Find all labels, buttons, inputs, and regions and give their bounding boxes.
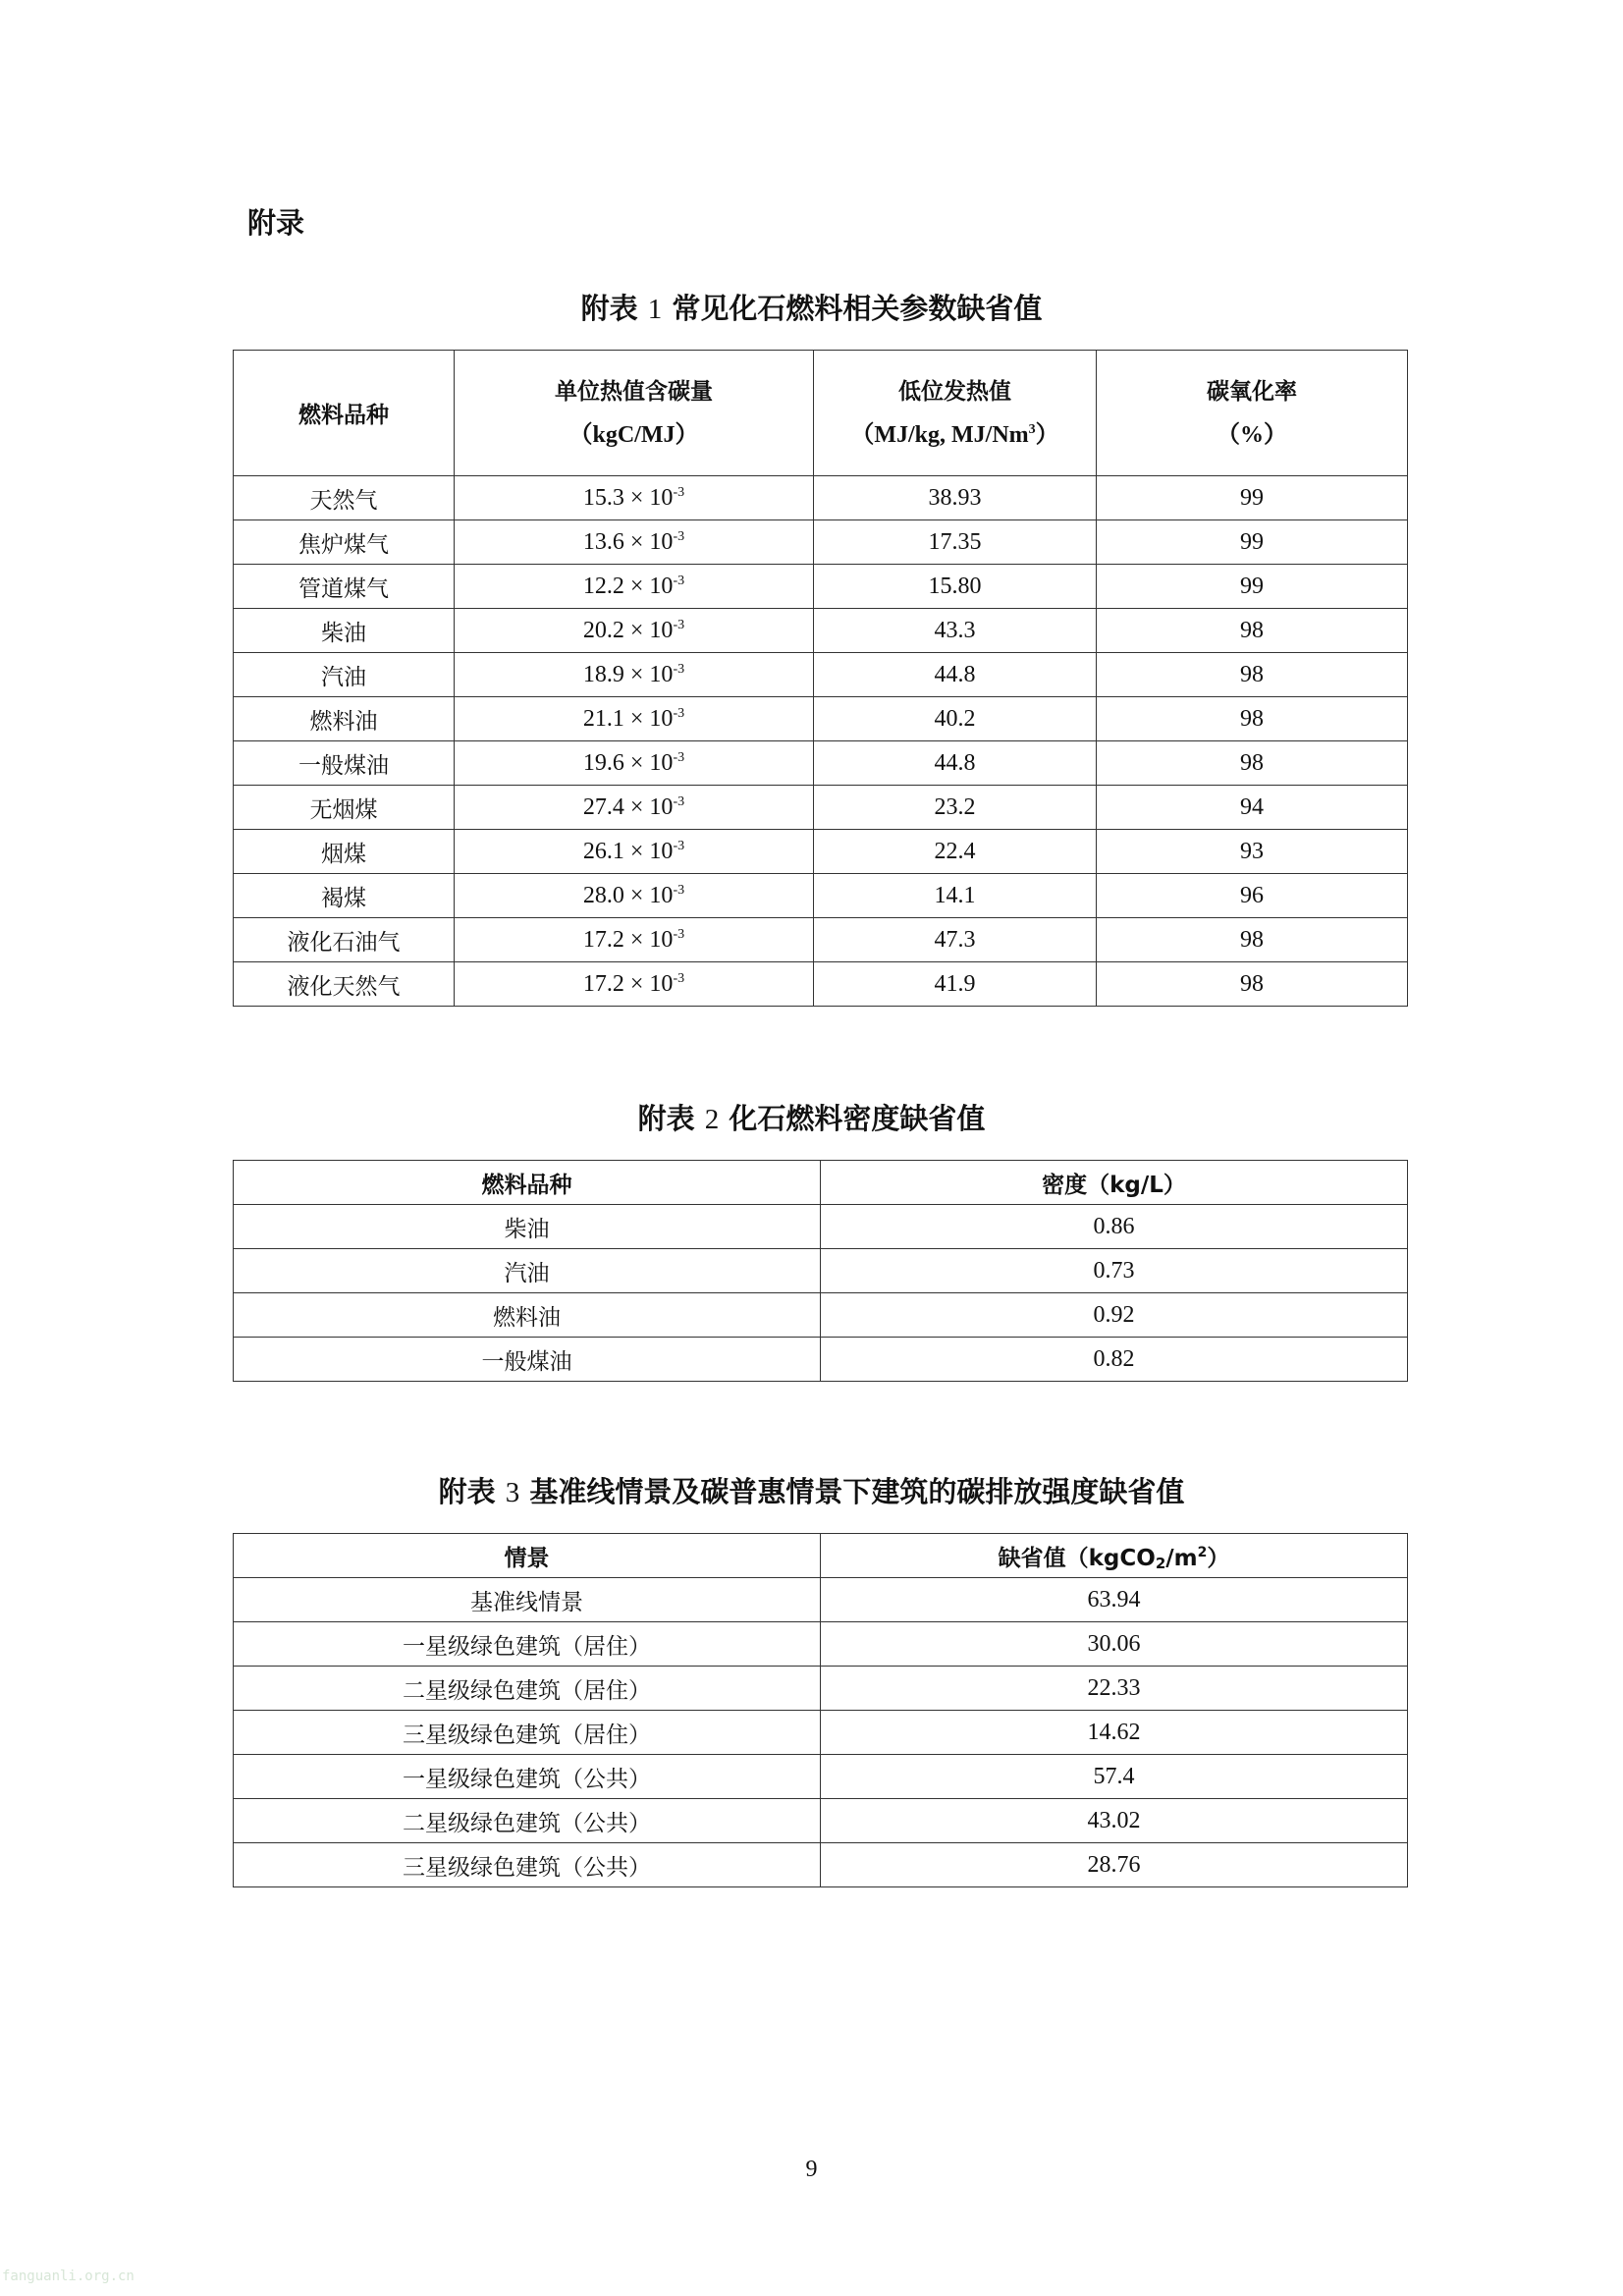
table-cell: 一般煤油 bbox=[234, 741, 455, 786]
header-oxidation-rate-unit: （%） bbox=[1217, 421, 1287, 448]
table-cell: 汽油 bbox=[234, 1249, 821, 1293]
table-header-row bbox=[234, 1161, 1408, 1205]
header-default-value: 缺省值$(kgCO_2/m^2)$ bbox=[821, 1534, 1408, 1578]
table1-caption-num: 1 bbox=[647, 294, 663, 325]
table-cell: 基准线情景 bbox=[234, 1578, 821, 1622]
table-cell: 15.80 bbox=[814, 565, 1097, 609]
table2-caption-title: 化石燃料密度缺省值 bbox=[729, 1102, 986, 1135]
table-cell: 99 bbox=[1097, 520, 1408, 565]
header-fuel-type: 燃料品种 bbox=[234, 351, 455, 476]
table-cell: 柴油 bbox=[234, 1205, 821, 1249]
table-cell: $12.2 \times 10^{-3}$ bbox=[455, 565, 814, 609]
table-cell: 22.33 bbox=[821, 1667, 1408, 1711]
table-row bbox=[234, 1293, 1408, 1338]
table-cell: 无烟煤 bbox=[234, 786, 455, 830]
fossil-fuel-parameters-table bbox=[233, 350, 1408, 1007]
table-header-row bbox=[234, 351, 1408, 476]
table-cell: 98 bbox=[1097, 741, 1408, 786]
table-cell: 三星级绿色建筑（居住） bbox=[234, 1711, 821, 1755]
table-cell: 98 bbox=[1097, 962, 1408, 1007]
table3-caption-prefix: 附表 bbox=[438, 1475, 496, 1508]
table-cell: 44.8 bbox=[814, 653, 1097, 697]
header-carbon-content-unit: （kgC/MJ） bbox=[568, 421, 699, 448]
table-row bbox=[234, 962, 1408, 1007]
table-cell: $20.2 \times 10^{-3}$ bbox=[455, 609, 814, 653]
table-cell: 96 bbox=[1097, 874, 1408, 918]
table-row bbox=[234, 1249, 1408, 1293]
table-row bbox=[234, 830, 1408, 874]
table-row bbox=[234, 1667, 1408, 1711]
table-cell: 28.76 bbox=[821, 1843, 1408, 1887]
table-row bbox=[234, 1578, 1408, 1622]
watermark: fanguanli.org.cn bbox=[2, 2269, 135, 2284]
table-cell: 三星级绿色建筑（公共） bbox=[234, 1843, 821, 1887]
table-cell: 22.4 bbox=[814, 830, 1097, 874]
header-density: 密度（kg/L） bbox=[821, 1161, 1408, 1205]
table-cell: 二星级绿色建筑（公共） bbox=[234, 1799, 821, 1843]
header-oxidation-rate-label: 碳氧化率 bbox=[1207, 378, 1297, 405]
section-heading: 附录 bbox=[247, 206, 305, 240]
table-cell: 40.2 bbox=[814, 697, 1097, 741]
table-cell: 98 bbox=[1097, 609, 1408, 653]
table-row bbox=[234, 1711, 1408, 1755]
table-cell: 汽油 bbox=[234, 653, 455, 697]
table1-caption bbox=[0, 287, 1623, 327]
table-row bbox=[234, 1338, 1408, 1382]
table2-caption bbox=[0, 1097, 1623, 1137]
table-cell: 液化天然气 bbox=[234, 962, 455, 1007]
table-cell: $17.2 \times 10^{-3}$ bbox=[455, 918, 814, 962]
building-emission-intensity-table bbox=[233, 1533, 1408, 1887]
table-row bbox=[234, 1205, 1408, 1249]
table-cell: $27.4 \times 10^{-3}$ bbox=[455, 786, 814, 830]
table-row bbox=[234, 697, 1408, 741]
table-row bbox=[234, 1755, 1408, 1799]
table-cell: 41.9 bbox=[814, 962, 1097, 1007]
table-cell: 43.02 bbox=[821, 1799, 1408, 1843]
header-carbon-content bbox=[455, 351, 814, 476]
table-cell: 93 bbox=[1097, 830, 1408, 874]
table-cell: 63.94 bbox=[821, 1578, 1408, 1622]
table-row bbox=[234, 918, 1408, 962]
table-cell: 30.06 bbox=[821, 1622, 1408, 1667]
header-heating-value bbox=[814, 351, 1097, 476]
table-cell: $17.2 \times 10^{-3}$ bbox=[455, 962, 814, 1007]
table-cell: 98 bbox=[1097, 918, 1408, 962]
table-cell: 0.86 bbox=[821, 1205, 1408, 1249]
table-cell: 燃料油 bbox=[234, 1293, 821, 1338]
table2-caption-prefix: 附表 bbox=[637, 1102, 695, 1135]
table-cell: 23.2 bbox=[814, 786, 1097, 830]
table-row bbox=[234, 609, 1408, 653]
table-cell: $18.9 \times 10^{-3}$ bbox=[455, 653, 814, 697]
table-cell: 燃料油 bbox=[234, 697, 455, 741]
table-cell: 焦炉煤气 bbox=[234, 520, 455, 565]
table-row bbox=[234, 1799, 1408, 1843]
header-heating-value-label: 低位发热值 bbox=[898, 378, 1011, 405]
table-cell: 57.4 bbox=[821, 1755, 1408, 1799]
table-cell: 99 bbox=[1097, 565, 1408, 609]
table-cell: 14.62 bbox=[821, 1711, 1408, 1755]
table-cell: $21.1 \times 10^{-3}$ bbox=[455, 697, 814, 741]
header-scenario: 情景 bbox=[234, 1534, 821, 1578]
table-header-row bbox=[234, 1534, 1408, 1578]
table-cell: 17.35 bbox=[814, 520, 1097, 565]
table-cell: $13.6 \times 10^{-3}$ bbox=[455, 520, 814, 565]
table-cell: 一般煤油 bbox=[234, 1338, 821, 1382]
table3-caption-num: 3 bbox=[505, 1477, 520, 1508]
header-carbon-content-label: 单位热值含碳量 bbox=[555, 378, 713, 405]
table-cell: 38.93 bbox=[814, 476, 1097, 520]
table-cell: 98 bbox=[1097, 697, 1408, 741]
table-row bbox=[234, 565, 1408, 609]
table3-caption bbox=[0, 1470, 1623, 1510]
table-row bbox=[234, 1843, 1408, 1887]
table-row bbox=[234, 874, 1408, 918]
table-cell: 一星级绿色建筑（公共） bbox=[234, 1755, 821, 1799]
table-cell: 二星级绿色建筑（居住） bbox=[234, 1667, 821, 1711]
table-cell: 天然气 bbox=[234, 476, 455, 520]
table-row bbox=[234, 1622, 1408, 1667]
table-cell: 98 bbox=[1097, 653, 1408, 697]
table-cell: $26.1 \times 10^{-3}$ bbox=[455, 830, 814, 874]
table-cell: 44.8 bbox=[814, 741, 1097, 786]
table-cell: 0.92 bbox=[821, 1293, 1408, 1338]
table-cell: 0.82 bbox=[821, 1338, 1408, 1382]
table-cell: 0.73 bbox=[821, 1249, 1408, 1293]
table-cell: $19.6 \times 10^{-3}$ bbox=[455, 741, 814, 786]
table-cell: 管道煤气 bbox=[234, 565, 455, 609]
header-oxidation-rate bbox=[1097, 351, 1408, 476]
table-row bbox=[234, 476, 1408, 520]
table-cell: 94 bbox=[1097, 786, 1408, 830]
table1-caption-prefix: 附表 bbox=[580, 292, 638, 325]
table-cell: 烟煤 bbox=[234, 830, 455, 874]
table-row bbox=[234, 520, 1408, 565]
fuel-density-table bbox=[233, 1160, 1408, 1382]
table3-caption-title: 基准线情景及碳普惠情景下建筑的碳排放强度缺省值 bbox=[529, 1475, 1185, 1508]
table-cell: $15.3 \times 10^{-3}$ bbox=[455, 476, 814, 520]
table-row bbox=[234, 741, 1408, 786]
table-cell: 47.3 bbox=[814, 918, 1097, 962]
table-cell: 一星级绿色建筑（居住） bbox=[234, 1622, 821, 1667]
header-heating-value-unit: （MJ/kg, MJ/Nm$^3$） bbox=[850, 421, 1059, 448]
table-cell: 14.1 bbox=[814, 874, 1097, 918]
table1-caption-title: 常见化石燃料相关参数缺省值 bbox=[672, 292, 1043, 325]
header-fuel-type: 燃料品种 bbox=[234, 1161, 821, 1205]
table-row bbox=[234, 653, 1408, 697]
table-cell: 褐煤 bbox=[234, 874, 455, 918]
table-cell: 液化石油气 bbox=[234, 918, 455, 962]
table-cell: $28.0 \times 10^{-3}$ bbox=[455, 874, 814, 918]
table2-caption-num: 2 bbox=[704, 1104, 720, 1135]
page-number: 9 bbox=[805, 2157, 818, 2182]
table-cell: 43.3 bbox=[814, 609, 1097, 653]
table-cell: 99 bbox=[1097, 476, 1408, 520]
table-row bbox=[234, 786, 1408, 830]
table-cell: 柴油 bbox=[234, 609, 455, 653]
